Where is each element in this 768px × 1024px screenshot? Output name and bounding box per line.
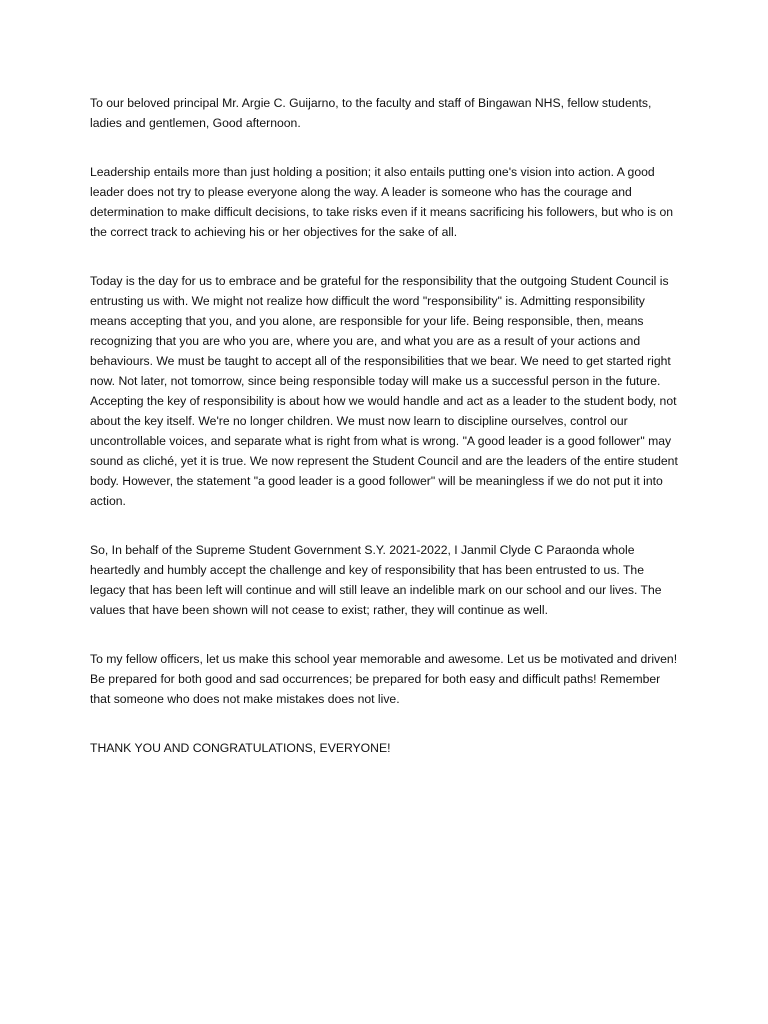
greeting-paragraph: To our beloved principal Mr. Argie C. Guijarno, to the faculty and staff of Bingawan NHS, fellow students, ladies and gentlemen, Good afternoon. — [90, 96, 652, 130]
officers-paragraph: To my fellow officers, let us make this school year memorable and awesome. Let us be motivated and driven! Be prepared for both good and sad occurrences; be prepared for both easy and difficult paths! Remember that someone who does not make mistakes does not live. — [90, 652, 678, 706]
leadership-paragraph: Leadership entails more than just holding a position; it also entails putting one's vision into action. A good leader does not try to please everyone along the way. A leader is someone who has the courage and determination to make difficult decisions, to take risks even if it means sacrificing his followers, but who is on the correct track to achieving his or her objectives for the sake of all. — [90, 165, 674, 239]
closing-line: THANK YOU AND CONGRATULATIONS, EVERYONE! — [90, 741, 391, 755]
document-body — [90, 93, 682, 758]
acceptance-paragraph: So, In behalf of the Supreme Student Government S.Y. 2021-2022, I Janmil Clyde C Paraonda whole heartedly and humbly accept the challenge and key of responsibility that has been entrusted to us. The legacy that has been left will continue and will still leave an indelible mark on our school and our lives. The values that have been shown will not cease to exist; rather, they will continue as well. — [90, 543, 662, 617]
responsibility-paragraph: Today is the day for us to embrace and be grateful for the responsibility that the outgoing Student Council is entrusting us with. We might not realize how difficult the word "responsibility" is. Admitting responsibility means accepting that you, and you alone, are responsible for your life. Being responsible, then, means recognizing that you are who you are, where you are, and what you are as a result of your actions and behaviours. We must be taught to accept all of the responsibilities that we bear. We need to get started right now. Not later, not tomorrow, since being responsible today will make us a successful person in the future. Accepting the key of responsibility is about how we would handle and act as a leader to the student body, not about the key itself. We're no longer children. We must now learn to discipline ourselves, control our uncontrollable voices, and separate what is right from what is wrong. "A good leader is a good follower" may sound as cliché, yet it is true. We now represent the Student Council and are the leaders of the entire student body. However, the statement "a good leader is a good follower" will be meaningless if we do not put it into action. — [90, 274, 678, 508]
